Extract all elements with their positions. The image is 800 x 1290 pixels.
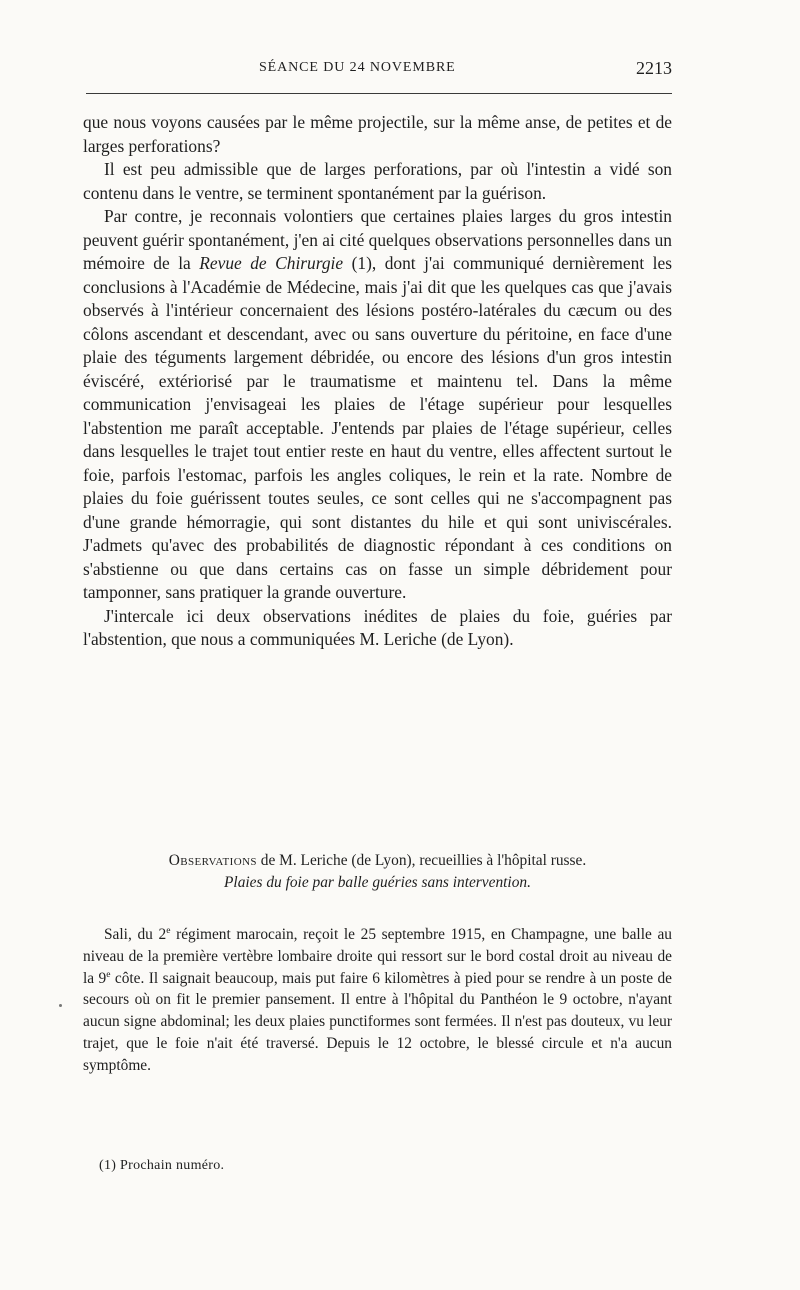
margin-speck [59,1004,62,1007]
case-report [83,924,672,1077]
footnote: (1) Prochain numéro. [99,1158,225,1173]
header-rule [86,93,672,94]
paragraph-3 [83,205,672,605]
case-text-3: côte. Il saignait beaucoup, mais put faire 6 kilomètres à pied pour se rendre à un poste de secours où on fit le premier pansement. Il entre à l'hôpital du Panthéon le 9 octobre, n'ayant aucun signe abdominal; les deux plaies punctiformes sont fermées. Il n'est pas douteux, vu leur trajet, que le foie n'ait été traversé. Depuis le 12 octobre, le blessé circule et n'a aucun symptôme. [83,969,672,1074]
case-text-1: Sali, du 2 [104,926,167,943]
observation-heading [83,850,672,894]
journal-page [83,0,672,1290]
observation-label: Observations [168,852,257,869]
observation-title [83,850,672,872]
observation-title-rest: de M. Leriche (de Lyon), recueillies à l'hôpital russe. [256,852,587,869]
header-title: SÉANCE DU 24 NOVEMBRE [259,60,456,75]
case-text-2: régiment marocain, reçoit le 25 septembre 1915, en Champagne, une balle au niveau de la première vertèbre lombaire droite qui ressort sur le bord costal droit au niveau de la 9 [83,926,672,987]
paragraph-1: que nous voyons causées par le même projectile, sur la même anse, de petites et de larges perforations? [83,112,672,156]
paragraph-3-rest: (1), dont j'ai communiqué dernièrement les conclusions à l'Académie de Médecine, mais j'ai dit que les quelques cas que j'avais observés à l'intérieur concernaient des lésions postéro-latérales du cæcum ou des côlons ascendant et descendant, avec ou sans ouverture du péritoine, en face d'une plaie des téguments largement débridée, ou encore des lésions d'un gros intestin éviscéré, extériorisé par le traumatisme et maintenu tel. Dans la même communication j'envisageai les plaies de l'étage supérieur pour lesquelles l'abstention me paraît acceptable. J'entends par plaies de l'étage supérieur, celles dans lesquelles le trajet tout entier reste en haut du ventre, elles affectent surtout le foie, parfois l'estomac, parfois les angles coliques, le rein et la rate. Nombre de plaies du foie guérissent toutes seules, ce sont celles qui ne s'accompagnent pas d'une grande hémorragie, qui sont distantes du hile et qui sont univiscérales. J'admets qu'avec des probabilités de diagnostic répondant à ces conditions on s'abstienne ou que dans certains cas on fasse un simple débridement pour tamponner, sans pratiquer la grande ouverture. [83,253,672,602]
journal-title: Revue de Chirurgie [199,253,344,273]
running-header [83,58,672,82]
paragraph-2: Il est peu admissible que de larges perforations, par où l'intestin a vidé son contenu dans le ventre, se terminent spontanément par la guérison. [83,159,672,203]
paragraph-3-start: Par contre, je reconnais volontiers que certaines plaies larges du gros intestin peuvent guérir spontanément, j'en ai cité quelques observations personnelles dans un mémoire de la [83,206,672,273]
paragraph-4: J'intercale ici deux observations inédites de plaies du foie, guéries par l'abstention, que nous a communiquées M. Leriche (de Lyon). [83,605,672,649]
page-number: 2213 [636,58,672,78]
ordinal-sup-1: e [166,924,171,936]
main-text [83,111,672,652]
ordinal-sup-2: e [106,968,111,980]
case-paragraph [83,924,672,1077]
observation-subtitle: Plaies du foie par balle guéries sans intervention. [224,874,531,891]
